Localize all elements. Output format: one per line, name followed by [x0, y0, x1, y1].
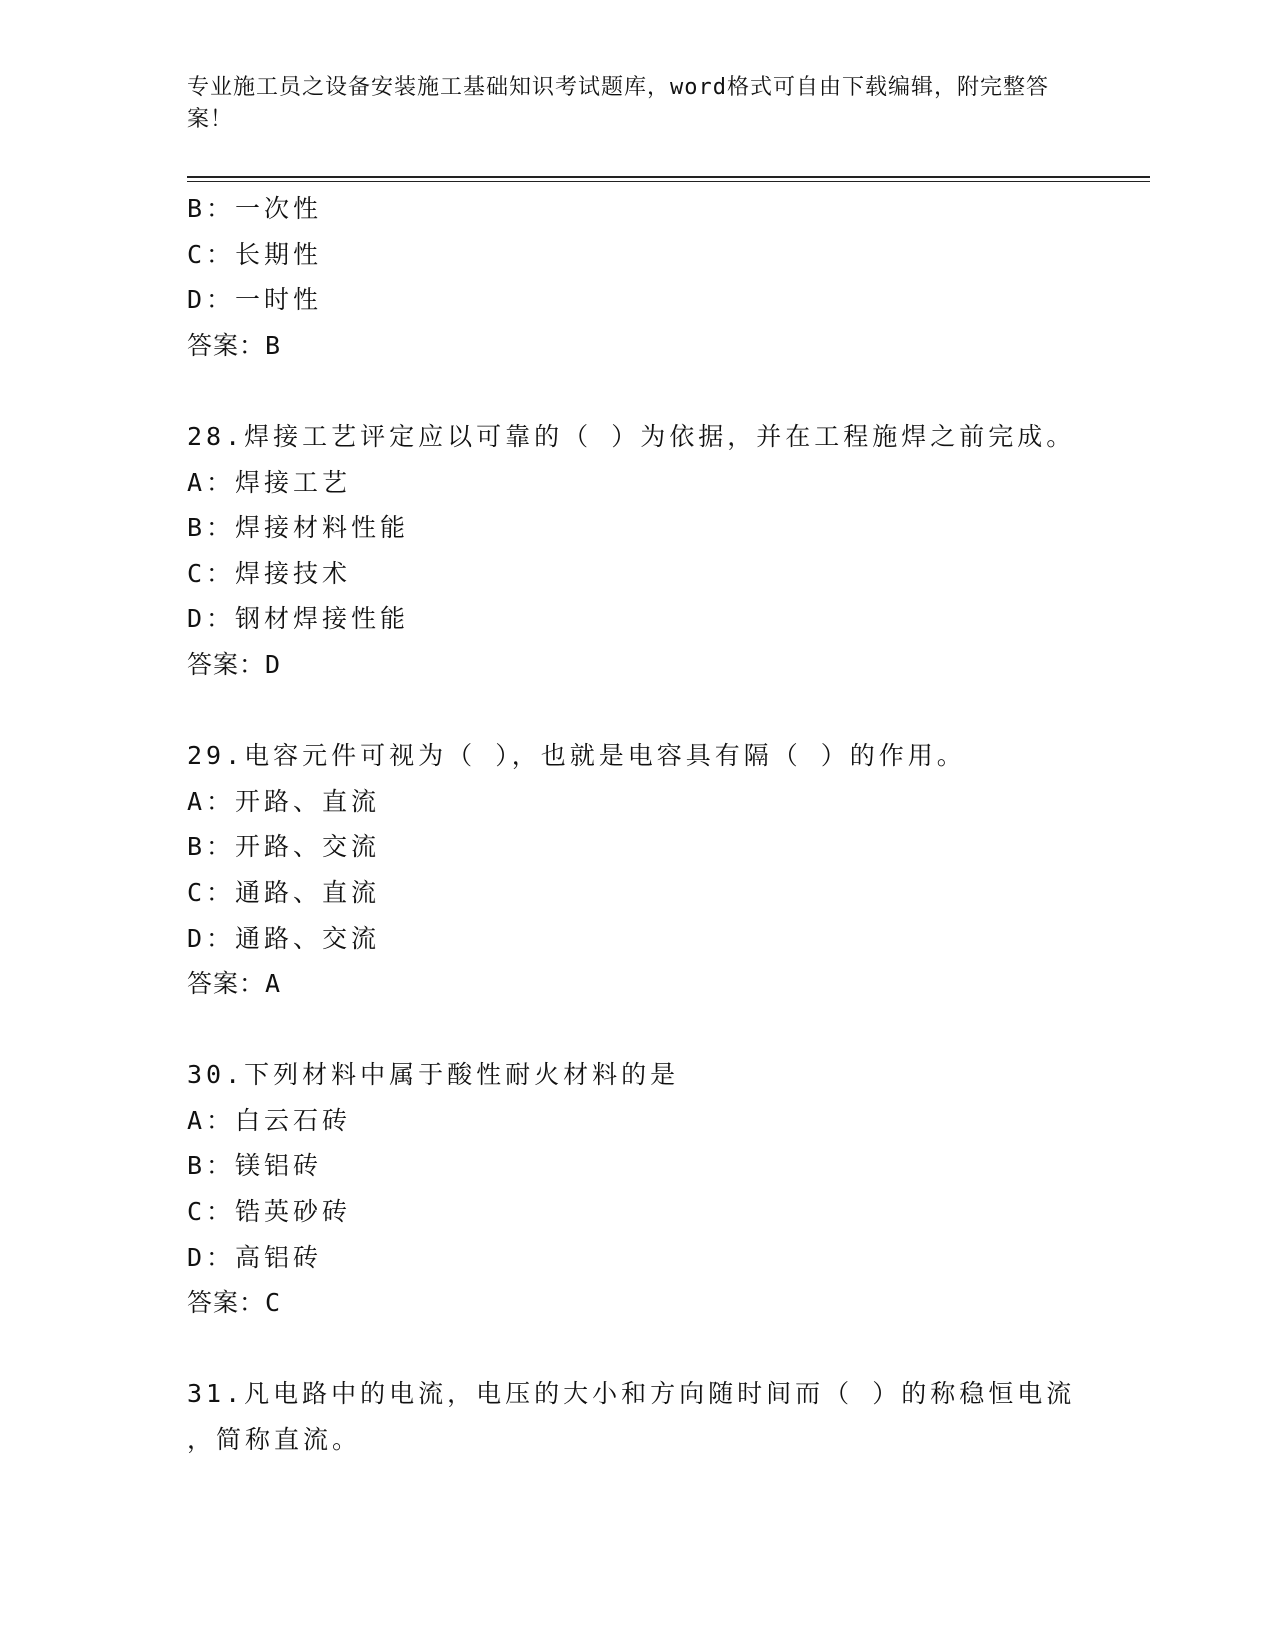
header-title: 专业施工员之设备安装施工基础知识考试题库，word格式可自由下载编辑，附完整答案！ [187, 75, 1049, 132]
option-c: C：焊接技术 [187, 558, 352, 588]
question-29 [187, 733, 1150, 1007]
spacer [187, 368, 1150, 414]
option-c: C：长期性 [187, 239, 323, 269]
question-31 [187, 1371, 1150, 1462]
option-a: A：焊接工艺 [187, 467, 352, 497]
option-d: D：钢材焊接性能 [187, 604, 410, 634]
option-a: A：白云石砖 [187, 1105, 352, 1135]
option-c: C：通路、直流 [187, 877, 381, 907]
option-d: D：高铝砖 [187, 1242, 323, 1272]
answer-label: 答案：C [187, 1288, 282, 1318]
option-d: D：通路、交流 [187, 923, 381, 953]
document-header [187, 72, 1067, 136]
option-b: B：镁铝砖 [187, 1151, 323, 1181]
question-stem: 29.电容元件可视为（ ），也就是电容具有隔（ ）的作用。 [187, 741, 966, 771]
carryover-question-block [187, 186, 1150, 368]
option-b: B：一次性 [187, 194, 323, 223]
question-list [187, 186, 1150, 1463]
option-a: A：开路、直流 [187, 786, 381, 816]
answer-label: 答案：B [187, 330, 282, 360]
header-rule-thick [187, 176, 1150, 178]
question-stem: 28.焊接工艺评定应以可靠的（ ）为依据，并在工程施焊之前完成。 [187, 421, 1076, 451]
question-28 [187, 414, 1150, 688]
question-stem-line-1: 31.凡电路中的电流，电压的大小和方向随时间而（ ）的称稳恒电流 [187, 1379, 1076, 1409]
question-stem: 30.下列材料中属于酸性耐火材料的是 [187, 1060, 680, 1090]
option-d: D：一时性 [187, 285, 323, 315]
question-stem-line-2: ，简称直流。 [187, 1425, 362, 1455]
spacer [187, 1326, 1150, 1372]
answer-label: 答案：A [187, 969, 282, 999]
question-30 [187, 1052, 1150, 1326]
header-rule-thin [187, 181, 1150, 182]
answer-label: 答案：D [187, 649, 282, 679]
spacer [187, 688, 1150, 734]
option-b: B：焊接材料性能 [187, 513, 410, 543]
option-c: C：锆英砂砖 [187, 1197, 352, 1227]
option-b: B：开路、交流 [187, 832, 381, 862]
spacer [187, 1007, 1150, 1053]
